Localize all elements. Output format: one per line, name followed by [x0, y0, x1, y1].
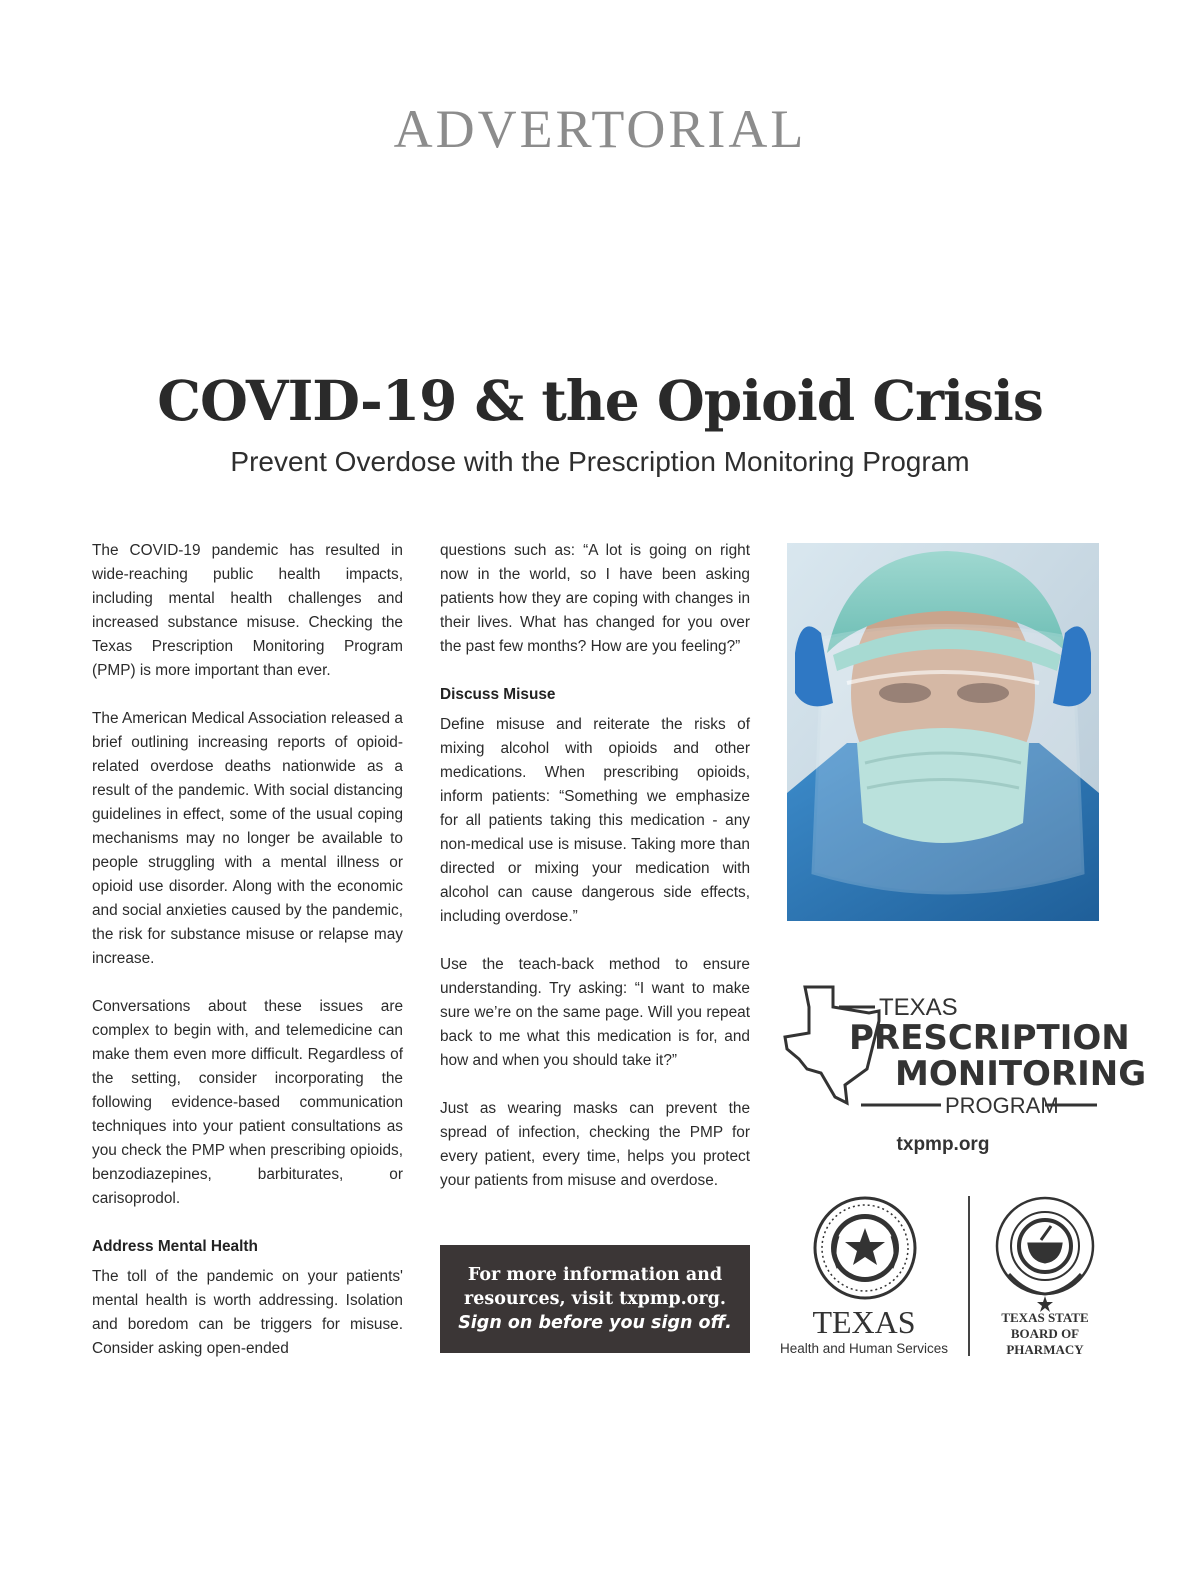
tsbp-line: BOARD OF	[1010, 1326, 1080, 1341]
paragraph: Define misuse and reiterate the risks of mixing alcohol with opioids and other medications. When prescribing opioids, inform patients: “Something we emphasize for all patients taking this medication - any non-medical use is misuse. Taking more than directed or mixing your medication with alcohol can cause dangerous side effects, including overdose.”	[440, 716, 750, 925]
website-url: txpmp.org	[896, 1134, 990, 1155]
section-heading-misuse: Discuss Misuse	[440, 686, 556, 703]
paragraph: The COVID-19 pandemic has resulted in wide-reaching public health impacts, including mental health challenges and increased substance misuse. Checking the Texas Prescription Monitoring Program (PMP) is more important than ever.	[92, 542, 403, 679]
paragraph: Use the teach-back method to ensure understanding. Try asking: “I want to make sure we’re on the same page. Will you repeat back to me what this medication is for, and how and when you should take it?”	[440, 956, 750, 1069]
cta-tagline: Sign on before you sign off.	[458, 1313, 732, 1333]
pmp-texas-label: TEXAS	[879, 994, 958, 1021]
pmp-line1: PRESCRIPTION	[849, 1018, 1130, 1058]
paragraph: Just as wearing masks can prevent the spread of infection, checking the PMP for every patient, every time, helps you protect your patients from misuse and overdose.	[440, 1100, 750, 1189]
hhs-name: TEXAS	[812, 1304, 916, 1340]
tsbp-line: PHARMACY	[1006, 1342, 1084, 1357]
paragraph: The toll of the pandemic on your patients' mental health is worth addressing. Isolation and boredom can be triggers for misuse. Consider asking open-ended	[92, 1268, 403, 1357]
hhs-subtitle: Health and Human Services	[779, 1341, 949, 1356]
logo-divider	[968, 1196, 970, 1356]
section-heading-mental-health: Address Mental Health	[92, 1238, 258, 1255]
page-title: COVID-19 & the Opioid Crisis	[157, 368, 1043, 433]
article-column-2	[440, 539, 750, 1217]
article-column-1	[92, 539, 403, 1385]
tsbp-name	[985, 1310, 1105, 1358]
mortar-pestle-icon	[1029, 1226, 1061, 1262]
paragraph: Conversations about these issues are complex to begin with, and telemedicine can make them even more difficult. Regardless of the setting, consider incorporating the following evidence-based communication techniques into your patient consultations as you check the PMP when prescribing opioids, benzodiazepines, barbiturates, or carisoprodol.	[92, 998, 403, 1207]
pmp-program-label: PROGRAM	[945, 1093, 1059, 1118]
tsbp-line: TEXAS STATE	[1001, 1310, 1089, 1325]
healthcare-worker-photo	[787, 543, 1099, 921]
pmp-line2: MONITORING	[895, 1054, 1147, 1094]
texas-pmp-logo	[783, 985, 1147, 1120]
advertorial-label: ADVERTORIAL	[393, 99, 807, 159]
cta-line: resources, visit txpmp.org.	[464, 1289, 726, 1309]
page-subtitle: Prevent Overdose with the Prescription Monitoring Program	[230, 446, 970, 477]
paragraph: The American Medical Association released a brief outlining increasing reports of opioid-related overdose deaths nationwide as a result of the pandemic. With social distancing guidelines in effect, some of the usual coping mechanisms may no longer be available to people struggling with a mental illness or opioid use disorder. Along with the economic and social anxieties caused by the pandemic, the risk for substance misuse or relapse may increase.	[92, 710, 403, 967]
cta-line: For more information and	[467, 1265, 723, 1285]
cta-box	[440, 1245, 750, 1353]
paragraph: questions such as: “A lot is going on right now in the world, so I have been asking patients how they are coping with changes in their lives. What has changed for you over the past few months? How are you feeling?”	[440, 542, 750, 655]
